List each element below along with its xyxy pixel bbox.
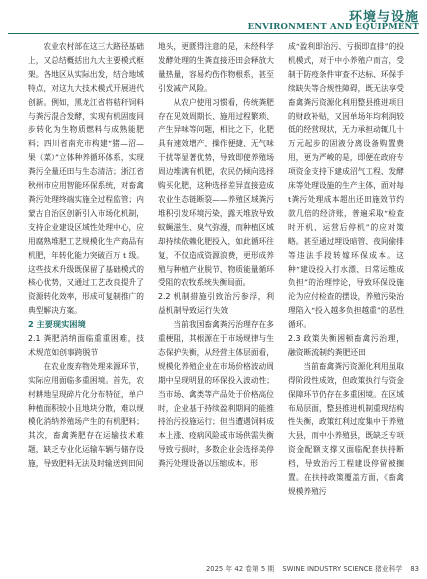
subsection-heading: 2.2 机制措施引致治污参浮，利益机制导致运行失效 xyxy=(158,292,274,316)
subsection-heading: 2.1 粪肥消纳面临重重困难，技术规范如创事跨脱节 xyxy=(28,334,144,357)
header-rule xyxy=(8,33,419,34)
column-1 xyxy=(28,40,144,471)
section-heading: 2 主要现实困境 xyxy=(28,319,86,330)
section-title-en: ENVIRONMENT AND EQUIPMENT xyxy=(247,22,419,32)
paragraph: 农业农村部在这三大路径基础上，又总结概括出九大主要模式框架。各地区从实际出发，结合地域特点，对这九大技术模式开展进代创新。例如，黑龙江省将秸秆饲料与粪污混合发酵，实现有机固废同步转化为生物质燃料与成熟能肥料；四川省南充市构建“猪—沼—果（菜）”立体种养循环体系，实现粪污全量还田与生态清洁；浙江省秋州市应用智能环保系统，对畜禽粪污处理终端实施全过程监管；内蒙古自治区创新引入市场化机制，支持企业建设区域性处理中心，应用腐熟堆肥工艺规模化生产商品有机肥，年转化能力突破百万 t 级。这些技术升级既保留了基础模式的核心优势，又通过工艺改良提升了资源转化效率，形成可复制推广的典型解决方案。 xyxy=(28,42,144,316)
paragraph: 当前畜禽粪污资源化利用虽取得阶段性成效，但政策执行与资金保障环节仍存在多重困境。在区域布局层面，整县推进机制重现结构性失衡，政策红利过度集中于养殖大县，而中小养殖县，既缺乏专项资金配额支撑又面临配套扶持断档，导致治污工程建设停留被搁置。在扶持政策覆盖方面，《畜禽规模养殖污 xyxy=(288,361,404,496)
issue-date: 2025 年 42 卷第 5 期 xyxy=(205,565,275,573)
journal-name: SWINE INDUSTRY SCIENCE 猪业科学 xyxy=(282,565,403,573)
paragraph: 地头，更匮得注意的是，未经科学发酵处理的生粪直接还田会释放大量热量，容易灼伤作物根系，甚至引发减产风险。 xyxy=(158,42,274,93)
paragraph: 成“盈利即治污、亏损即直排”的投机模式，对于中小养殖户而言，受制于防疫条件审查不达标、环保手续缺失等合规性障碍，既无法享受畜禽粪污资源化利用整县推进项目的财政补贴，又因单场年均利润较低的经营现状，无力承担动辄几十万元起步的固液分离设备购置费用，更为严峻的是，即便在政府专项资金支持下建成沼气工程、发酵床等处理设施的生产主体，面对每t粪污处理成本超出还田施效节约款几倍的经济账，普遍采取“检查时开机、运营后停机”的应对策略。甚至通过埋设暗管、夜间偷排等违法手段转嫁环保成本。这种“建设投入打水漂、日常运维成负担”的治理悖论，导致环保设施沦为应付检查的摆设，养殖污染治理陷入“投入越多负担越重”的恶性循环。 xyxy=(288,42,404,330)
page-header xyxy=(0,0,427,36)
column-2 xyxy=(158,40,274,471)
subsection-heading: 2.3 政策失衡困顿畜禽污治理，融资断流制约粪肥还田 xyxy=(288,334,404,357)
paragraph: 当前我国畜禽粪污治理存在多重梗阻，其根源在于市场规律与生态保护失衡，从经营主体层面看，规模化养殖企业在市场价格波动周期中呈现明显的环保投入波动性；当市场、禽类等产品处于价格高位时，企业基于持续盈利期间的能推持治污投施运行；但当遭遇饲料成本上涨、疫病风险或市场供需失衡导致亏损时，多数企业会选择美停粪污处理设备以压缩成本。形 xyxy=(158,320,274,469)
column-3 xyxy=(288,40,404,499)
paragraph: 在农业废弃物处理来源环节，实际应用面临多重困境。首先，农村耕地呈现碎片化分布特征，单户种植面积较小且地块分散，难以规模化消纳养殖场产生的有机肥料；其次，畜禽粪肥存在运输技术难题，缺乏专业化运输车辆与储存设施，导致肥料无法及时输送到田间 xyxy=(28,361,144,469)
page-number: 83 xyxy=(410,565,419,573)
page-footer xyxy=(8,563,419,573)
section-title: 环境与设施 xyxy=(348,10,419,25)
paragraph: 从农户使用习惯看，传统粪肥存在见效周期长、施用过程繁琐、产生异味等问题，相比之下，化肥具有速效增产、操作便捷、无气味干扰等显著优势，导致即使养殖场周边堆满有机肥，农民仍倾向选择购买化肥，这种选择差异直接造成农业生态链断裂——养殖区域粪污堆积引发环境污染，露天堆放导致蚊蝇滋生、臭气弥漫，而种植区域却持续依赖化肥投入，如此循环往复，不仅造成资源浪费，更形成养殖与种植产业脱节、物质能量循环受阻的农牧系统失衡局面。 xyxy=(158,97,274,288)
